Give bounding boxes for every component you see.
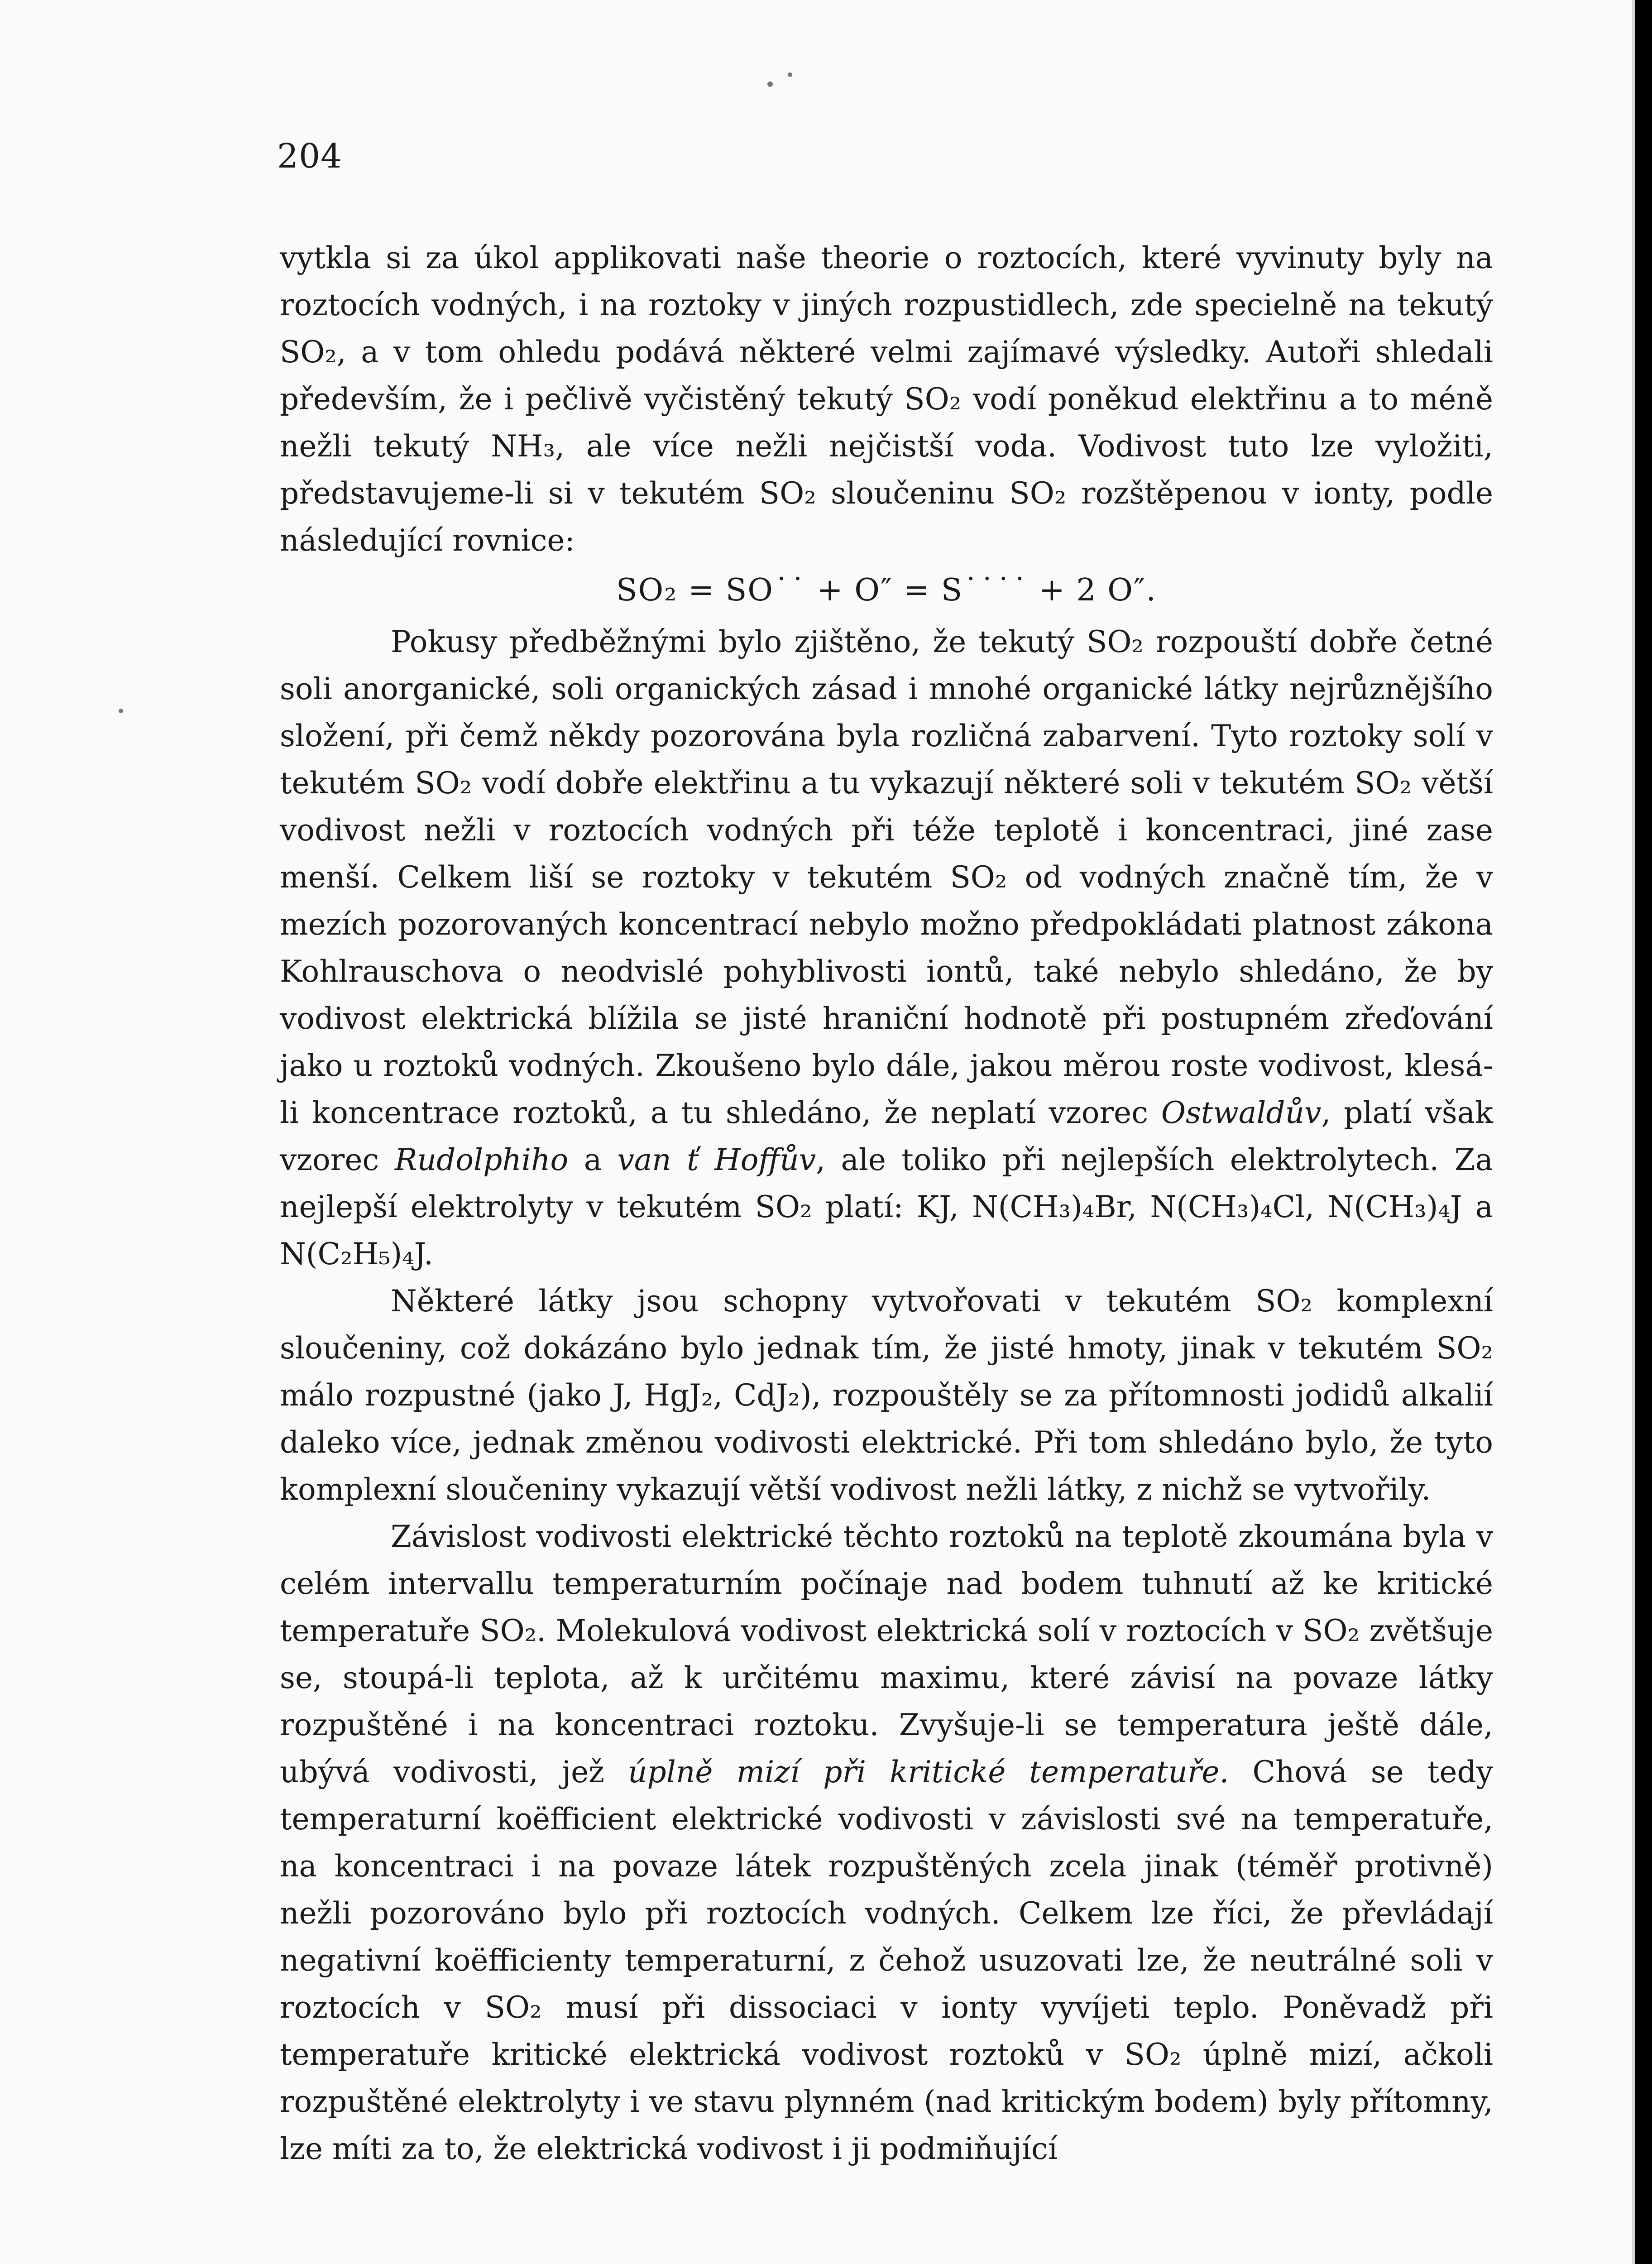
dust-speck <box>119 709 123 713</box>
dust-speck <box>767 82 773 87</box>
italic-text-run: úplně mizí při kritické temperatuře. <box>628 1755 1229 1789</box>
dust-speck <box>788 72 792 77</box>
text-run: Pokusy předběžnými bylo zjištěno, že tekutý SO₂ rozpouští dobře četné soli anorganické, soli organických zásad i mnohé organické látky nejrůznějšího složení, při čemž někdy pozorována byla rozličná zabarvení. Tyto roztoky solí v tekutém SO₂ vodí dobře elektřinu a tu vykazují některé soli v tekutém SO₂ větší vodivost nežli v roztocích vodných při téže teplotě i koncentraci, jiné zase menší. Celkem liší se roztoky v tekutém SO₂ od vodných značně tím, že v mezích pozorovaných koncentrací nebylo možno předpokládati platnost zákona Kohlrauschova o neodvislé pohyblivosti iontů, také nebylo shledáno, že by vodivost elektrická blížila se jisté hraniční hodnotě při postupném zřeďování jako u roztoků vodných. Zkoušeno bylo dále, jakou měrou roste vodivost, klesá-li koncentrace roztoků, a tu shledáno, že neplatí vzorec <box>280 624 1493 1130</box>
text-run: Chová se tedy temperaturní koëfficient elektrické vodivosti v závislosti své na temperatuře, na koncentraci i na povaze látek rozpuštěných zcela jinak (téměř protivně) nežli pozorováno bylo při roztocích vodných. Celkem lze říci, že převládají negativní koëfficienty temperaturní, z čehož usuzovati lze, že neutrálné soli v roztocích v SO₂ musí při dissociaci v ionty vyvíjeti teplo. Poněvadž při temperatuře kritické elektrická vodivost roztoků v SO₂ úplně mizí, ačkoli rozpuštěné elektrolyty i ve stavu plynném (nad kritickým bodem) byly přítomny, lze míti za to, že elektrická vodivost i ji podmiňující <box>280 1755 1493 2166</box>
paragraph <box>280 1513 1493 2173</box>
text-run: a <box>568 1142 618 1177</box>
paragraph <box>280 1278 1493 1513</box>
text-run: , ale toliko při nejlepších elektrolytech. Za nejlepší elektrolyty v tekutém SO₂ platí: KJ, N(CH₃)₄Br, N(CH₃)₄Cl, N(CH₃)₄J a N(C₂H₅)₄J. <box>280 1142 1493 1271</box>
text-run: Závislost vodivosti elektrické těchto roztoků na teplotě zkoumána byla v celém intervallu temperaturním počínaje nad bodem tuhnutí až ke kritické temperatuře SO₂. Molekulová vodivost elektrická solí v roztocích v SO₂ zvětšuje se, stoupá-li teplota, až k určitému maximu, které závisí na povaze látky rozpuštěné i na koncentraci roztoku. Zvyšuje-li se temperatura ještě dále, ubývá vodivosti, jež <box>280 1519 1493 1789</box>
text-run: Některé látky jsou schopny vytvořovati v tekutém SO₂ komplexní sloučeniny, což dokázáno bylo jednak tím, že jisté hmoty, jinak v tekutém SO₂ málo rozpustné (jako J, HgJ₂, CdJ₂), rozpouštěly se za přítomnosti jodidů alkalií daleko více, jednak změnou vodivosti elektrické. Při tom shledáno bylo, že tyto komplexní sloučeniny vykazují větší vodivost nežli látky, z nichž se vytvořily. <box>280 1284 1493 1507</box>
italic-text-run: Ostwaldův <box>1161 1095 1322 1130</box>
text-run: vytkla si za úkol applikovati naše theorie o roztocích, které vyvinuty byly na roztocích vodných, i na roztoky v jiných rozpustidlech, zde specielně na tekutý SO₂, a v tom ohledu podává některé velmi zajímavé výsledky. Autoři shledali především, že i pečlivě vyčistěný tekutý SO₂ vodí poněkud elektřinu a to méně nežli tekutý NH₃, ale více nežli nejčistší voda. Vodivost tuto lze vyložiti, představujeme-li si v tekutém SO₂ sloučeninu SO₂ rozštěpenou v ionty, podle následující rovnice: <box>280 240 1493 558</box>
text-run: , platí však vzorec <box>280 1095 1493 1177</box>
italic-text-run: van ť Hoffův <box>617 1142 816 1177</box>
equation: SO₂ = SO˙˙ + O″ = S˙˙˙˙ + 2 O″. <box>616 572 1157 608</box>
italic-text-run: Rudolphiho <box>394 1142 569 1177</box>
paragraph <box>280 619 1493 1278</box>
page-number: 204 <box>277 137 343 176</box>
body-text <box>280 235 1493 2173</box>
paragraph <box>280 235 1493 564</box>
